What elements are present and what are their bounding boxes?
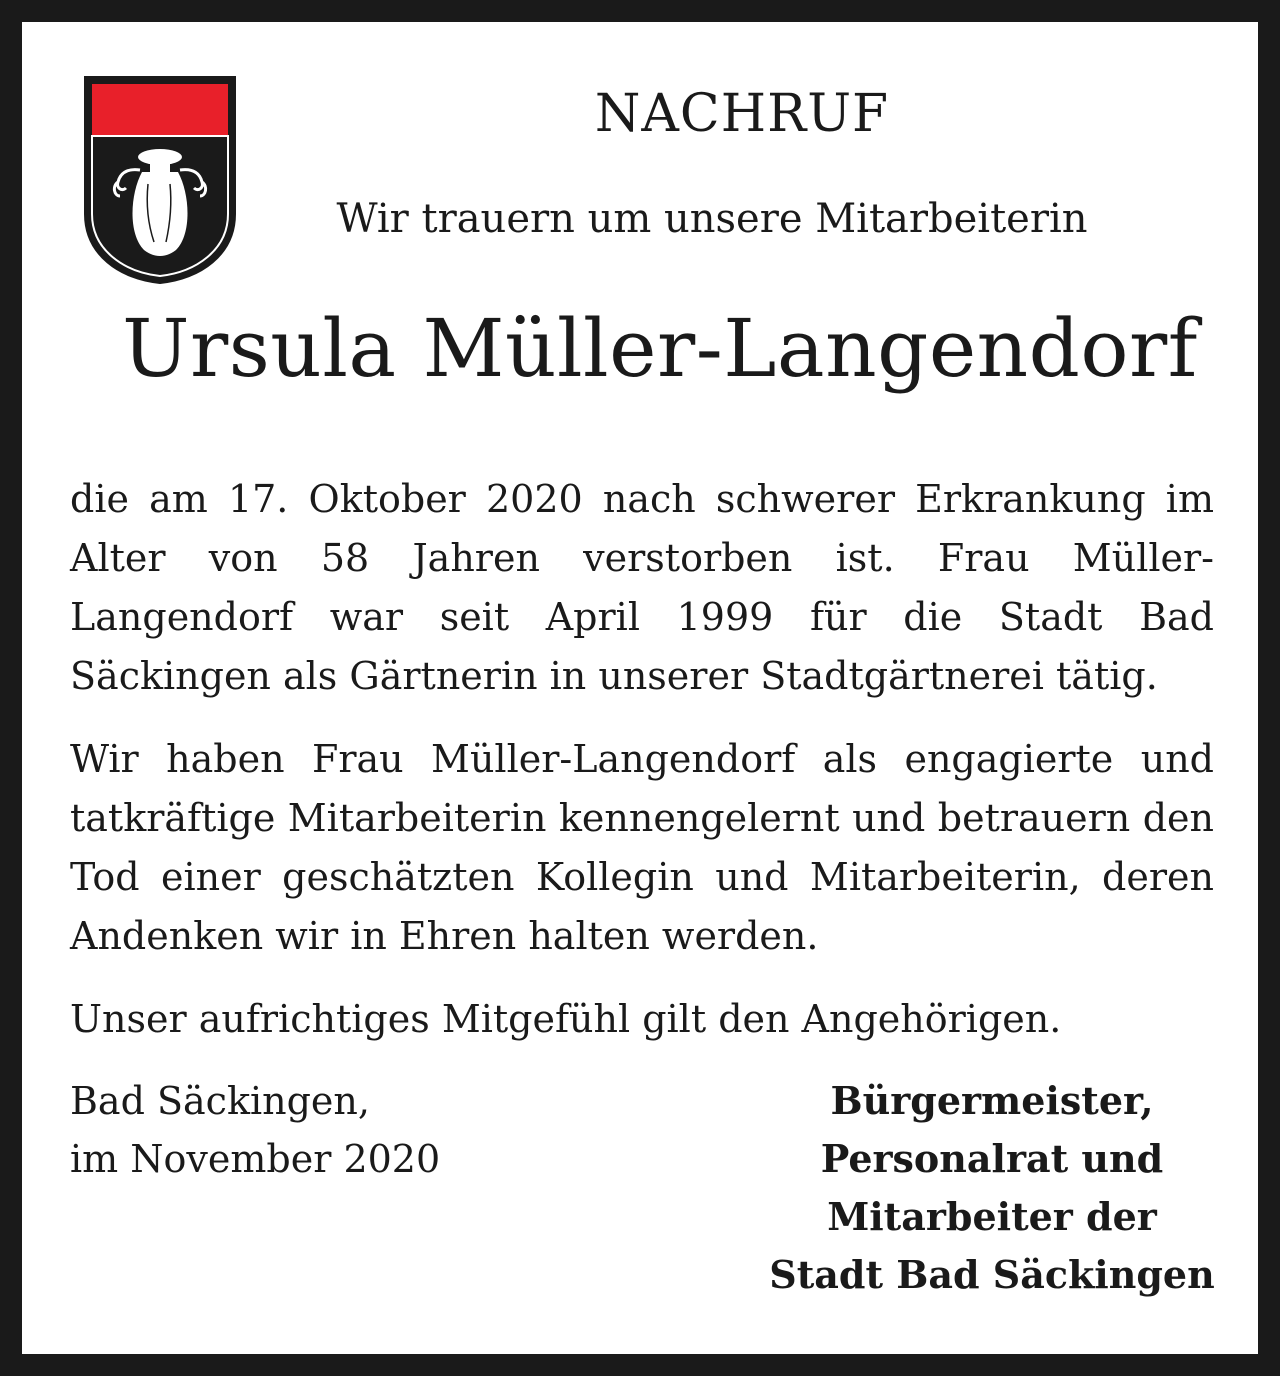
place-line: Bad Säckingen, xyxy=(70,1079,370,1123)
paragraph-1: die am 17. Oktober 2020 nach schwerer Erkrankung im Alter von 58 Jahren verstorben ist. Frau Müller-Langendorf war seit April 1999 für die Stadt Bad Säckingen als Gärtnerin in unserer Stadtgärtnerei tätig. xyxy=(70,477,1214,698)
signature-line-3: Mitarbeiter der xyxy=(827,1194,1157,1239)
notice-title: NACHRUF xyxy=(594,84,890,144)
signature-line-4: Stadt Bad Säckingen xyxy=(769,1252,1215,1297)
signature-block xyxy=(722,1072,1262,1304)
paragraph-3: Unser aufrichtiges Mitgefühl gilt den Angehörigen. xyxy=(70,997,1062,1041)
notice-body xyxy=(70,470,1214,1073)
coat-of-arms-icon xyxy=(82,74,238,286)
place-and-date xyxy=(70,1072,590,1188)
signature-line-1: Bürgermeister, xyxy=(830,1078,1154,1123)
notice-subtitle: Wir trauern um unsere Mitarbeiterin xyxy=(336,196,1088,242)
paragraph-2: Wir haben Frau Müller-Langendorf als engagierte und tatkräftige Mitarbeiterin kennengelernt und betrauern den Tod einer geschätzten Kollegin und Mitarbeiterin, deren Andenken wir in Ehren halten werden. xyxy=(70,737,1214,958)
signature-line-2: Personalrat und xyxy=(820,1136,1164,1181)
deceased-name: Ursula Müller-Langendorf xyxy=(122,302,1198,395)
date-line: im November 2020 xyxy=(70,1137,441,1181)
